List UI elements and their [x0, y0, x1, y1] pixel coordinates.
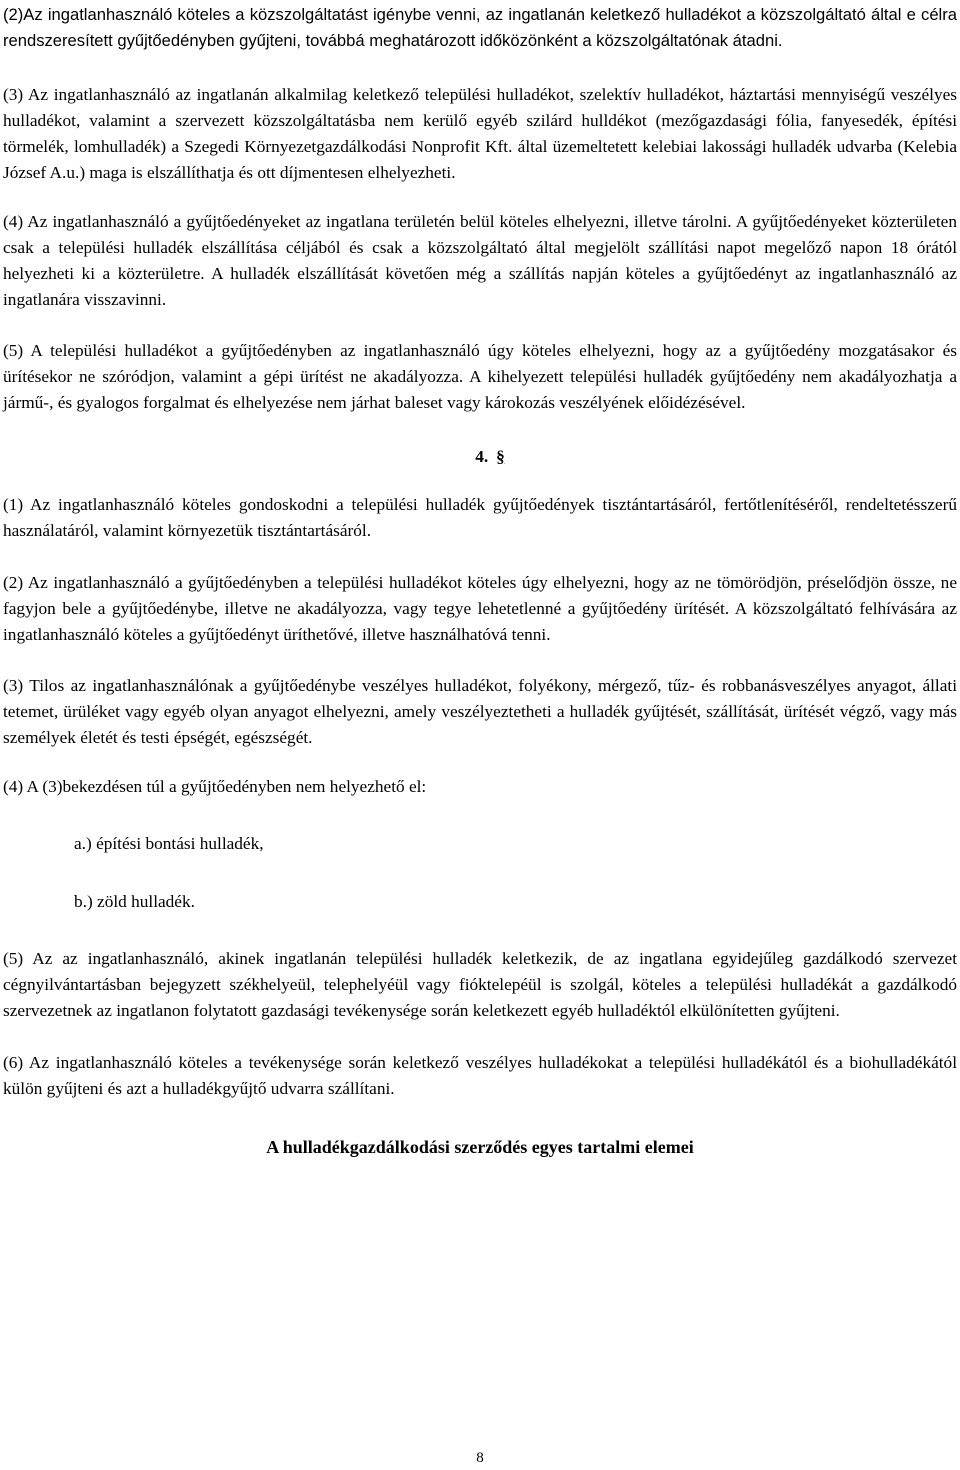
section-title: A hulladékgazdálkodási szerződés egyes tartalmi elemei [266, 1137, 694, 1157]
paragraph-4-4: (4) A (3)bekezdésen túl a gyűjtőedényben nem helyezhető el: [3, 777, 427, 796]
paragraph-4-3: (3) Tilos az ingatlanhasználónak a gyűjtőedénybe veszélyes hulladékot, folyékony, mérgező, tűz- és robbanásveszélyes anyagot, állati tetemet, ürüléket vagy egyéb olyan anyagot elhelyezni, amely veszélyeztetheti a hulladék gyűjtését, szállítását, ürítését végző, vagy más személyek életét és testi épségét, egészségét. [3, 676, 957, 747]
paragraph-4-2: (2) Az ingatlanhasználó a gyűjtőedényben a települési hulladékot köteles úgy elhelyezni, hogy az ne tömörödjön, préselődjön össze, ne fagyjon bele a gyűjtőedénybe, illetve ne akadályozza, vagy tegye lehetetlenné a gyűjtőedény ürítését. A közszolgáltató felhívására az ingatlanhasználó köteles a gyűjtőedényt üríthetővé, illetve használhatóvá tenni. [3, 573, 957, 644]
list-item: b.) zöld hulladék. [74, 892, 195, 911]
excluded-waste-list [3, 831, 957, 915]
paragraph-3-3: (3) Az ingatlanhasználó az ingatlanán alkalmilag keletkező települési hulladékot, szelektív hulladékot, háztartási mennyiségű veszélyes hulladékot, valamint a szervezett közszolgáltatásba nem kerülő egyéb szilárd hulldékot (mezőgazdasági fólia, fanyesedék, építési törmelék, lomhulladék) a Szegedi Környezetgazdálkodási Nonprofit Kft. által üzemeltetett kelebiai lakossági hulladék udvarba (Kelebia József A.u.) maga is elszállíthatja és ott díjmentesen elhelyezheti. [3, 85, 957, 182]
paragraph-3-4-first: (4) Az ingatlanhasználó a gyűjtőedényeket az ingatlana területén belül köteles elhelyezni, illetve tárolni. [3, 212, 732, 231]
page-number: 8 [476, 1450, 484, 1466]
paragraph-3-4 [3, 209, 957, 313]
document-page [3, 2, 957, 1160]
paragraph-3-2: (2)Az ingatlanhasználó köteles a közszolgáltatást igénybe venni, az ingatlanán keletkező hulladékot a közszolgáltató által e célra rendszeresített gyűjtőedényben gyűjteni, továbbá meghatározott időközönként a közszolgáltatónak átadni. [3, 5, 957, 50]
section-sign: § [496, 447, 505, 466]
paragraph-3-5: (5) A települési hulladékot a gyűjtőedényben az ingatlanhasználó úgy köteles elhelyezni, hogy az a gyűjtőedény mozgatásakor és ürítésekor ne szóródjon, valamint a gépi ürítést ne akadályozza. A kihelyezett települési hulladék gyűjtőedény nem akadályozhatja a jármű-, és gyalogos forgalmat és elhelyezése nem járhat baleset vagy károkozás veszélyének előidézésével. [3, 341, 957, 412]
section-number: 4. [475, 447, 489, 466]
paragraph-3-4-rest: A gyűjtőedényeket közterületen csak a települési hulladék elszállítása céljából és csak a közszolgáltató által megjelölt szállítási napot megelőző napon 18 órától helyezheti ki a közterületre. A hulladék elszállítását követően még a szállítás napján köteles a gyűjtőedényt az ingatlanhasználó az ingatlanára visszavinni. [3, 212, 957, 309]
section-heading-4 [3, 444, 957, 470]
paragraph-4-6: (6) Az ingatlanhasználó köteles a tevékenysége során keletkező veszélyes hulladékokat a települési hulladékától és a biohulladékától külön gyűjteni és azt a hulladékgyűjtő udvarra szállítani. [3, 1053, 957, 1098]
paragraph-4-5: (5) Az az ingatlanhasználó, akinek ingatlanán települési hulladék keletkezik, de az ingatlana egyidejűleg gazdálkodó szervezet cégnyilvántartásban bejegyzett székhelyeül, telephelyéül vagy fióktelepéül is szolgál, köteles a települési hulladékát a gazdálkodó szervezetnek az ingatlanon folytatott gazdasági tevékenysége során keletkezett egyéb hulladéktól elkülönítetten gyűjteni. [3, 949, 957, 1020]
paragraph-4-1: (1) Az ingatlanhasználó köteles gondoskodni a települési hulladék gyűjtőedények tisztántartásáról, fertőtlenítéséről, rendeltetésszerű használatáról, valamint környezetük tisztántartásáról. [3, 495, 957, 540]
list-item: a.) építési bontási hulladék, [74, 834, 264, 853]
